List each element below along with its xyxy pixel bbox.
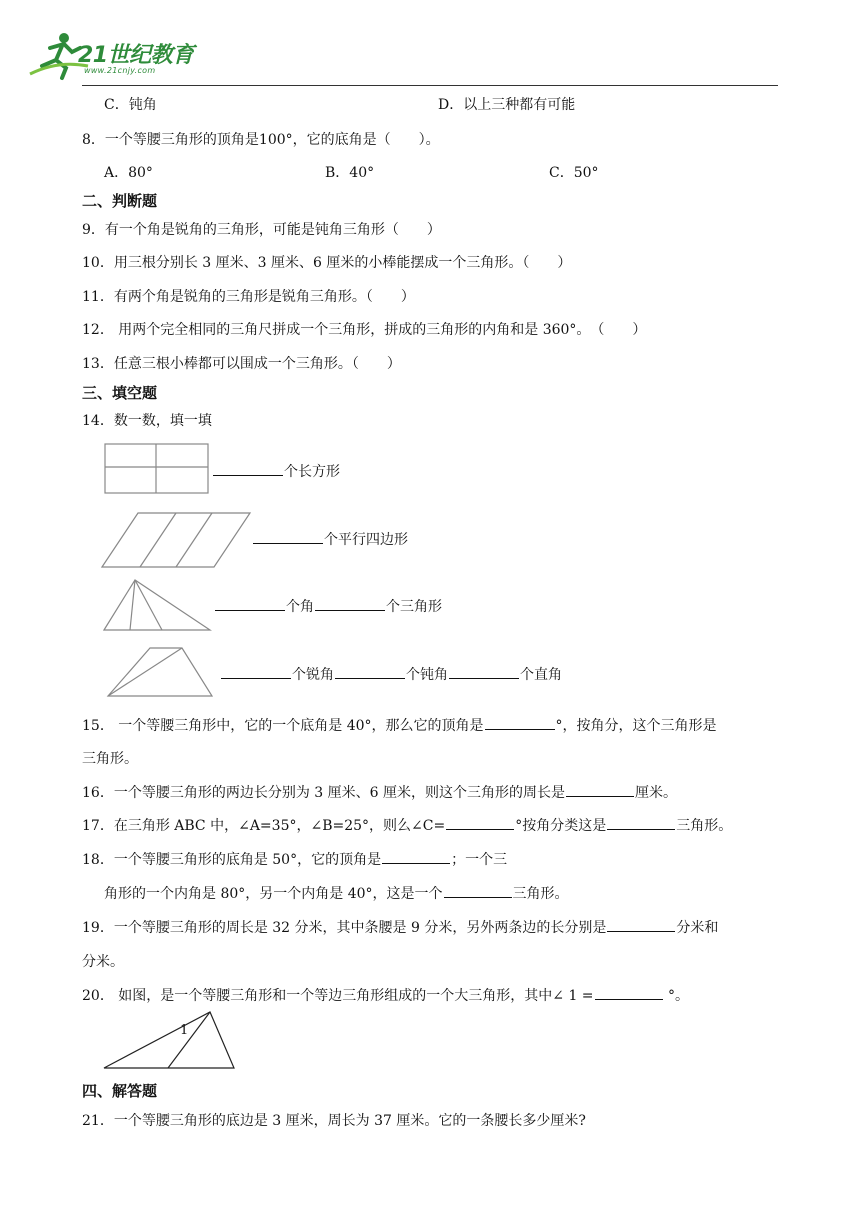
- answer-blank[interactable]: [221, 664, 291, 679]
- answer-blank[interactable]: [446, 815, 514, 830]
- q15-line-1: 15． 一个等腰三角形中，它的一个底角是 40°，那么它的顶角是 °，按角分，这个三角形是: [82, 715, 717, 735]
- answer-blank[interactable]: [607, 815, 675, 830]
- q14-line-3: 个角 个三角形: [214, 596, 442, 616]
- q8-option-b: B．40°: [325, 165, 375, 181]
- answer-blank[interactable]: [595, 985, 663, 1000]
- section-title-judgement: 二、判断题: [82, 192, 158, 210]
- rectangle-grid-figure: [104, 443, 210, 495]
- q16: 16．一个等腰三角形的两边长分别为 3 厘米、6 厘米，则这个三角形的周长是 厘米。: [82, 782, 677, 802]
- q8-stem: 8．一个等腰三角形的顶角是100°，它的底角是（ ）。: [82, 132, 440, 148]
- answer-blank[interactable]: [449, 664, 519, 679]
- q8-option-a: A．80°: [104, 165, 153, 181]
- answer-blank[interactable]: [315, 596, 385, 611]
- q11: 11．有两个角是锐角的三角形是锐角三角形。（ ）: [82, 289, 415, 305]
- answer-blank[interactable]: [215, 596, 285, 611]
- q14-stem: 14．数一数，填一填: [82, 413, 212, 429]
- answer-blank[interactable]: [607, 917, 675, 932]
- q13: 13．任意三根小棒都可以围成一个三角形。（ ）: [82, 356, 401, 372]
- parallelogram-figure: [100, 511, 252, 569]
- answer-blank[interactable]: [444, 883, 512, 898]
- q7-option-d: D．以上三种都有可能: [438, 97, 576, 113]
- q14-line-4: 个锐角 个钝角 个直角: [220, 664, 562, 684]
- answer-blank[interactable]: [382, 849, 450, 864]
- triangle-fan-figure: [102, 578, 212, 632]
- angle-1-label: 1: [180, 1023, 189, 1038]
- answer-blank[interactable]: [335, 664, 405, 679]
- q8-option-c: C．50°: [549, 165, 599, 181]
- q14-line-1: 个长方形: [212, 461, 340, 481]
- q17: 17．在三角形 ABC 中，∠A=35°，∠B=25°，则么∠C= °按角分类这是 三角形。: [82, 815, 732, 835]
- combined-triangle-figure: [102, 1010, 236, 1070]
- q19-line-2: 分米。: [82, 954, 124, 970]
- q15-line-2: 三角形。: [82, 751, 138, 767]
- q7-option-c: C．钝角: [104, 97, 157, 113]
- answer-blank[interactable]: [253, 529, 323, 544]
- q14-line-2: 个平行四边形: [252, 529, 408, 549]
- q12: 12． 用两个完全相同的三角尺拼成一个三角形，拼成的三角形的内角和是 360°。 （ ）: [82, 322, 647, 338]
- trapezoid-figure: [106, 646, 214, 698]
- section-title-fill: 三、填空题: [82, 384, 158, 402]
- logo-text: 21世纪教育: [78, 43, 194, 68]
- answer-blank[interactable]: [213, 461, 283, 476]
- q20: 20． 如图，是一个等腰三角形和一个等边三角形组成的一个大三角形，其中∠ 1 = °。: [82, 985, 689, 1005]
- q18-line-1: 18．一个等腰三角形的底角是 50°，它的顶角是 ；一个三: [82, 849, 507, 869]
- q19-line-1: 19．一个等腰三角形的周长是 32 分米，其中条腰是 9 分米，另外两条边的长分别是 分米和: [82, 917, 718, 937]
- q10: 10．用三根分别长 3 厘米、3 厘米、6 厘米的小棒能摆成一个三角形。（ ）: [82, 255, 572, 271]
- section-title-solve: 四、解答题: [82, 1082, 158, 1100]
- header-rule: [82, 85, 778, 86]
- logo-url: www.21cnjy.com: [84, 66, 156, 75]
- q21: 21．一个等腰三角形的底边是 3 厘米，周长为 37 厘米。它的一条腰长多少厘米?: [82, 1113, 586, 1129]
- answer-blank[interactable]: [485, 715, 555, 730]
- q9: 9．有一个角是锐角的三角形，可能是钝角三角形（ ）: [82, 222, 441, 238]
- q18-line-2: 角形的一个内角是 80°，另一个内角是 40°，这是一个 三角形。: [104, 883, 569, 903]
- answer-blank[interactable]: [566, 782, 634, 797]
